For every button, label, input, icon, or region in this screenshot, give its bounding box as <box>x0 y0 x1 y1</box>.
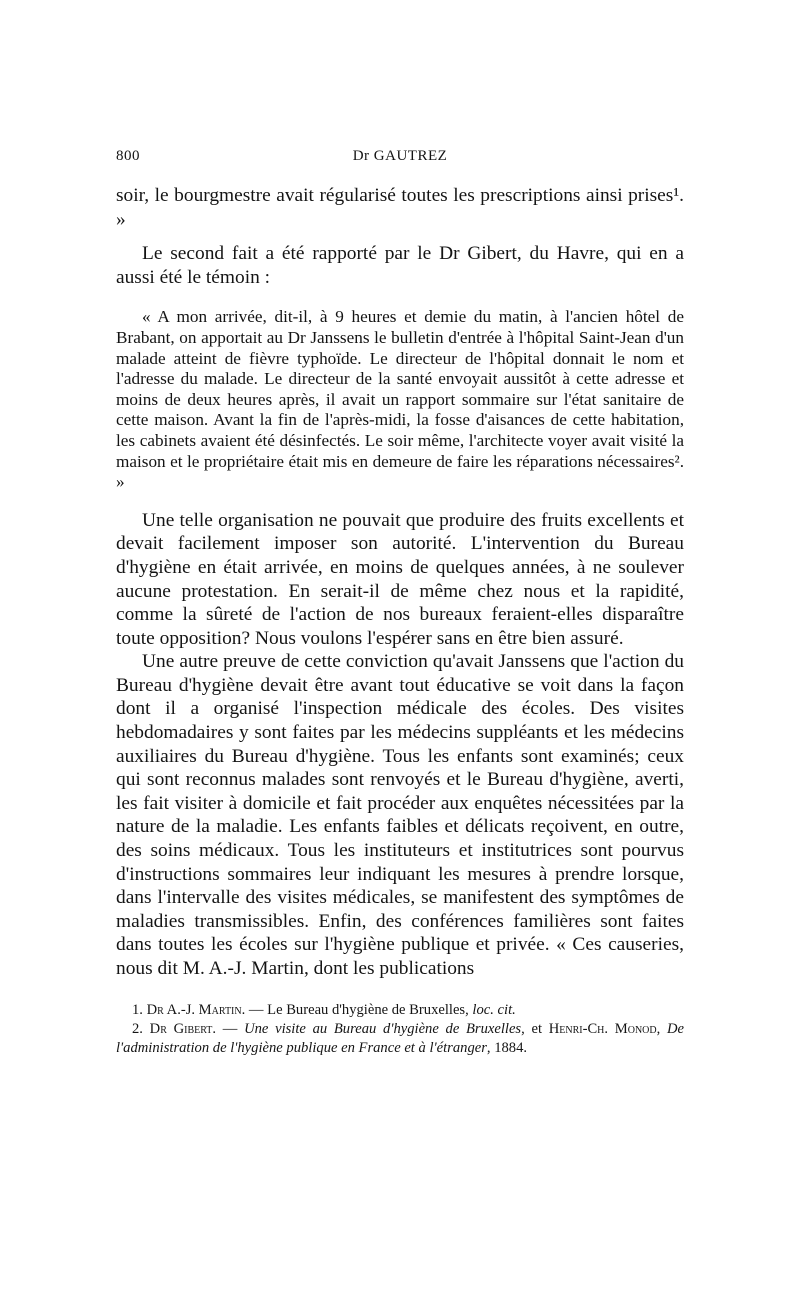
footnote-2-author: Dr Gibert. <box>149 1020 217 1037</box>
running-title: Dr GAUTREZ <box>352 148 448 164</box>
page-number: 800 <box>116 148 140 164</box>
footnote-2-title: Une visite au Bureau d'hygiène de Bruxelles <box>244 1020 522 1037</box>
footnote-2-and: , et <box>521 1020 549 1037</box>
quoted-paragraph: « A mon arrivée, dit-il, à 9 heures et demie du matin, à l'ancien hôtel de Brabant, on apportait au Dr Janssens le bulletin d'entrée à l'hôpital Saint-Jean d'un malade atteint de fièvre typhoïde. Le directeur de l'hôpital donnait le nom et l'adresse du malade. Le directeur de la santé envoyait aussitôt à cette adresse et moins de deux heures après, il avait un rapport sommaire sur l'état sanitaire de cette maison. Avant la fin de l'après-midi, la fosse d'aisances de cette habitation, les cabinets avaient été désinfectés. Le soir même, l'architecte voyer avait visité la maison et le propriétaire était mis en demeure de faire les réparations nécessaires². » <box>116 307 684 492</box>
paragraph-1: soir, le bourgmestre avait régularisé toutes les prescriptions ainsi prises¹. » <box>116 185 684 230</box>
footnote-2-author2: Henri-Ch. Monod <box>548 1020 657 1037</box>
page-header <box>116 148 684 172</box>
footnote-1-author: Dr A.-J. Martin. <box>146 1001 246 1018</box>
footnote-2 <box>116 1020 684 1058</box>
footnotes <box>116 1001 684 1058</box>
footnote-2-number: 2. <box>132 1020 143 1037</box>
footnote-1 <box>116 1001 684 1020</box>
footnote-1-ref: loc. cit. <box>472 1001 516 1018</box>
footnote-2-title2: De l'administration de l'hygiène publique en France et à l'étranger <box>116 1020 685 1056</box>
footnote-2-dash: — <box>216 1020 245 1037</box>
footnote-1-text: — Le Bureau d'hygiène de Bruxelles, <box>245 1001 473 1018</box>
paragraph-4: Une telle organisation ne pouvait que produire des fruits excellents et devait facilement imposer son autorité. L'intervention du Bureau d'hygiène en était arrivée, en moins de quelques années, à ne soulever aucune protestation. En serait-il de même chez nous et la rapidité, comme la sûreté de l'action de nos bureaux feraient-elles disparaître toute opposition? Nous voulons l'espérer sans en être bien assuré. <box>116 509 684 649</box>
footnote-2-year: , 1884. <box>486 1039 528 1056</box>
paragraph-2: Le second fait a été rapporté par le Dr Gibert, du Havre, qui en a aussi été le témoin : <box>116 243 684 288</box>
footnote-2-sep: , <box>656 1020 667 1037</box>
book-page <box>116 148 684 1058</box>
footnote-1-number: 1. <box>132 1001 143 1018</box>
paragraph-5: Une autre preuve de cette conviction qu'avait Janssens que l'action du Bureau d'hygiène devait être avant tout éducative se voit dans la façon dont il a organisé l'inspection médicale des écoles. Des visites hebdomadaires y sont faites par les médecins suppléants et les médecins auxiliaires du Bureau d'hygiène. Tous les enfants sont examinés; ceux qui sont reconnus malades sont renvoyés et le Bureau d'hygiène, averti, les fait visiter à domicile et fait procéder aux enquêtes nécessitées par la nature de la maladie. Les enfants faibles et délicats reçoivent, en outre, des soins médicaux. Tous les instituteurs et institutrices sont pourvus d'instructions sommaires leur indiquant les mesures à prendre lorsque, dans l'intervalle des visites médicales, se manifestent des symptômes de maladies transmissibles. Enfin, des conférences familières sont faites dans toutes les écoles sur l'hygiène publique et privée. « Ces causeries, nous dit M. A.-J. Martin, dont les publications <box>116 651 684 979</box>
